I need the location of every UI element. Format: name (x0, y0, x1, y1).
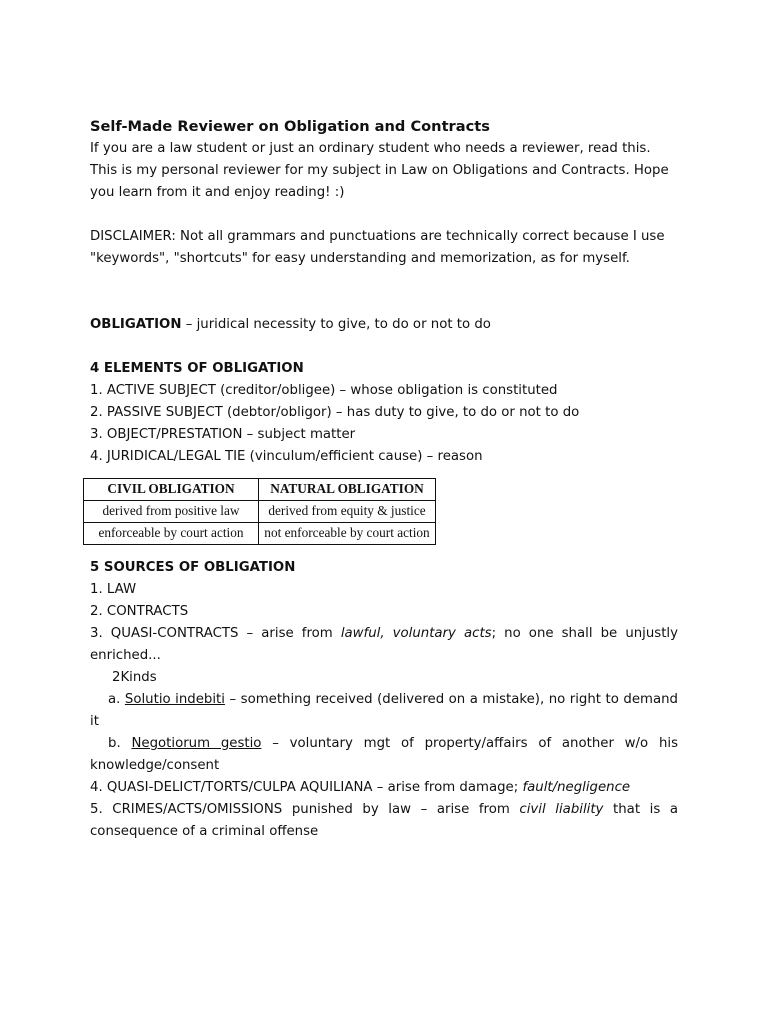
table-row (84, 501, 436, 523)
sources-heading: 5 SOURCES OF OBLIGATION (90, 560, 296, 575)
elements-heading: 4 ELEMENTS OF OBLIGATION (90, 361, 304, 376)
table-header-natural: NATURAL OBLIGATION (259, 479, 436, 501)
disclaimer-line: DISCLAIMER: Not all grammars and punctuations are technically correct because I use (90, 229, 665, 244)
document-title: Self-Made Reviewer on Obligation and Contracts (90, 118, 490, 135)
intro-line: This is my personal reviewer for my subject in Law on Obligations and Contracts. Hope (90, 163, 669, 178)
kind-prefix: b. (108, 736, 132, 751)
table-row (84, 523, 436, 545)
obligation-comparison-table (83, 478, 436, 545)
obligation-term: OBLIGATION (90, 317, 182, 332)
intro-line: you learn from it and enjoy reading! :) (90, 185, 345, 200)
element-item: 2. PASSIVE SUBJECT (debtor/obligor) – has duty to give, to do or not to do (90, 405, 580, 420)
table-cell: not enforceable by court action (259, 523, 436, 545)
obligation-definition-text: – juridical necessity to give, to do or not to do (181, 317, 491, 332)
kinds-label: 2Kinds (112, 670, 157, 685)
source-text: 4. QUASI-DELICT/TORTS/CULPA AQUILIANA – arise from damage; (90, 780, 523, 795)
kind-text: – voluntary mgt of property/affairs of another w/o his knowledge/consent (90, 736, 678, 773)
element-item: 1. ACTIVE SUBJECT (creditor/obligee) – whose obligation is constituted (90, 383, 558, 398)
kind-term: Solutio indebiti (124, 692, 225, 707)
document-page (90, 116, 678, 843)
table-cell: enforceable by court action (84, 523, 259, 545)
source-text: that is a consequence of a criminal offense (90, 802, 679, 839)
kind-item (90, 689, 678, 733)
source-item: 1. LAW (90, 582, 137, 597)
kind-term: Negotiorum gestio (131, 736, 262, 751)
source-emphasis: civil liability (519, 802, 604, 817)
obligation-definition (90, 314, 678, 336)
source-text: 5. CRIMES/ACTS/OMISSIONS punished by law – arise from (90, 802, 520, 817)
source-item (90, 777, 678, 799)
kind-prefix: a. (108, 692, 125, 707)
disclaimer-paragraph (90, 226, 678, 270)
source-emphasis: fault/negligence (522, 780, 631, 795)
intro-line: If you are a law student or just an ordinary student who needs a reviewer, read this. (90, 141, 651, 156)
source-text: ; no one shall be unjustly enriched... (90, 626, 678, 663)
element-item: 3. OBJECT/PRESTATION – subject matter (90, 427, 356, 442)
source-item: 2. CONTRACTS (90, 604, 189, 619)
element-item: 4. JURIDICAL/LEGAL TIE (vinculum/efficient cause) – reason (90, 449, 483, 464)
table-header-civil: CIVIL OBLIGATION (84, 479, 259, 501)
source-item (90, 623, 678, 667)
source-item (90, 799, 678, 843)
kind-text: – something received (delivered on a mistake), no right to demand it (90, 692, 678, 729)
table-header-row (84, 479, 436, 501)
source-text: 3. QUASI-CONTRACTS – arise from (90, 626, 341, 641)
source-emphasis: lawful, voluntary acts (340, 626, 492, 641)
disclaimer-line: "keywords", "shortcuts" for easy understanding and memorization, as for myself. (90, 251, 630, 266)
intro-paragraph (90, 138, 678, 204)
table-cell: derived from positive law (84, 501, 259, 523)
table-cell: derived from equity & justice (259, 501, 436, 523)
kind-item (90, 733, 678, 777)
